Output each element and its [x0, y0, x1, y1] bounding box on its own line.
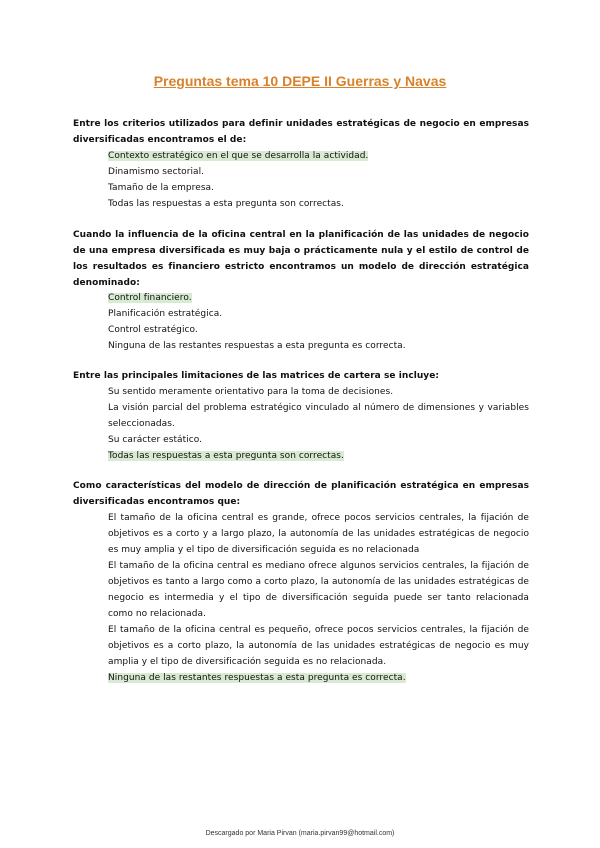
answer-option: La visión parcial del problema estratégico vinculado al número de dimensiones y variables seleccionadas. — [108, 403, 529, 429]
answer-list-1 — [108, 148, 529, 212]
answer-list-4 — [108, 510, 529, 686]
answer-option: Su carácter estático. — [108, 435, 203, 445]
answer-option — [108, 448, 529, 464]
question-4: Como características del modelo de dirección de planificación estratégica en empresas diversificadas encontramos que: — [73, 481, 529, 507]
answer-list-2 — [108, 290, 529, 354]
document-title: Preguntas tema 10 DEPE II Guerras y Navas — [153, 73, 447, 89]
correct-answer-highlight: Control financiero. — [108, 293, 192, 303]
answer-option — [108, 670, 529, 686]
answer-option: Dinamismo sectorial. — [108, 167, 205, 177]
answer-option: El tamaño de la oficina central es pequeño, ofrece pocos servicios centrales, la fijación de objetivos es a corto plazo, la autonomía de las unidades estratégicas de negocio es muy amplia y el tipo de diversificación seguida es no relacionada. — [108, 625, 529, 667]
question-2: Cuando la influencia de la oficina central en la planificación de las unidades de negocio de una empresa diversificada es muy baja o prácticamente nula y el estilo de control de los resultados es financiero estricto encontramos un modelo de dirección estratégica denominado: — [73, 230, 529, 288]
answer-option: Ninguna de las restantes respuestas a esta pregunta es correcta. — [108, 341, 406, 351]
answer-option: El tamaño de la oficina central es mediano ofrece algunos servicios centrales, la fijación de objetivos es tanto a largo como a corto plazo, la autonomía de las unidades estratégicas de negocio es intermedia y el tipo de diversificación seguida puede ser tanto relacionada como no relacionada. — [108, 561, 529, 619]
download-footer: Descargado por Maria Pirvan (maria.pirvan99@hotmail.com) — [205, 830, 395, 837]
answer-option: Su sentido meramente orientativo para la toma de decisiones. — [108, 387, 394, 397]
answer-option: Planificación estratégica. — [108, 309, 223, 319]
answer-option: Todas las respuestas a esta pregunta son correctas. — [108, 199, 344, 209]
answer-list-3 — [108, 384, 529, 464]
question-3: Entre las principales limitaciones de las matrices de cartera se incluye: — [73, 371, 440, 381]
answer-option: Control estratégico. — [108, 325, 198, 335]
correct-answer-highlight: Ninguna de las restantes respuestas a esta pregunta es correcta. — [108, 673, 406, 683]
answer-option — [108, 290, 529, 306]
correct-answer-highlight: Contexto estratégico en el que se desarrolla la actividad. — [108, 151, 369, 161]
answer-option: El tamaño de la oficina central es grande, ofrece pocos servicios centrales, la fijación de objetivos es a corto y a largo plazo, la autonomía de las unidades estratégicas de negocio es muy amplia y el tipo de diversificación seguida es no relacionada — [108, 513, 529, 555]
question-1: Entre los criterios utilizados para definir unidades estratégicas de negocio en empresas diversificadas encontramos el de: — [73, 119, 529, 145]
answer-option: Tamaño de la empresa. — [108, 183, 215, 193]
answer-option — [108, 148, 529, 164]
correct-answer-highlight: Todas las respuestas a esta pregunta son correctas. — [108, 451, 344, 461]
